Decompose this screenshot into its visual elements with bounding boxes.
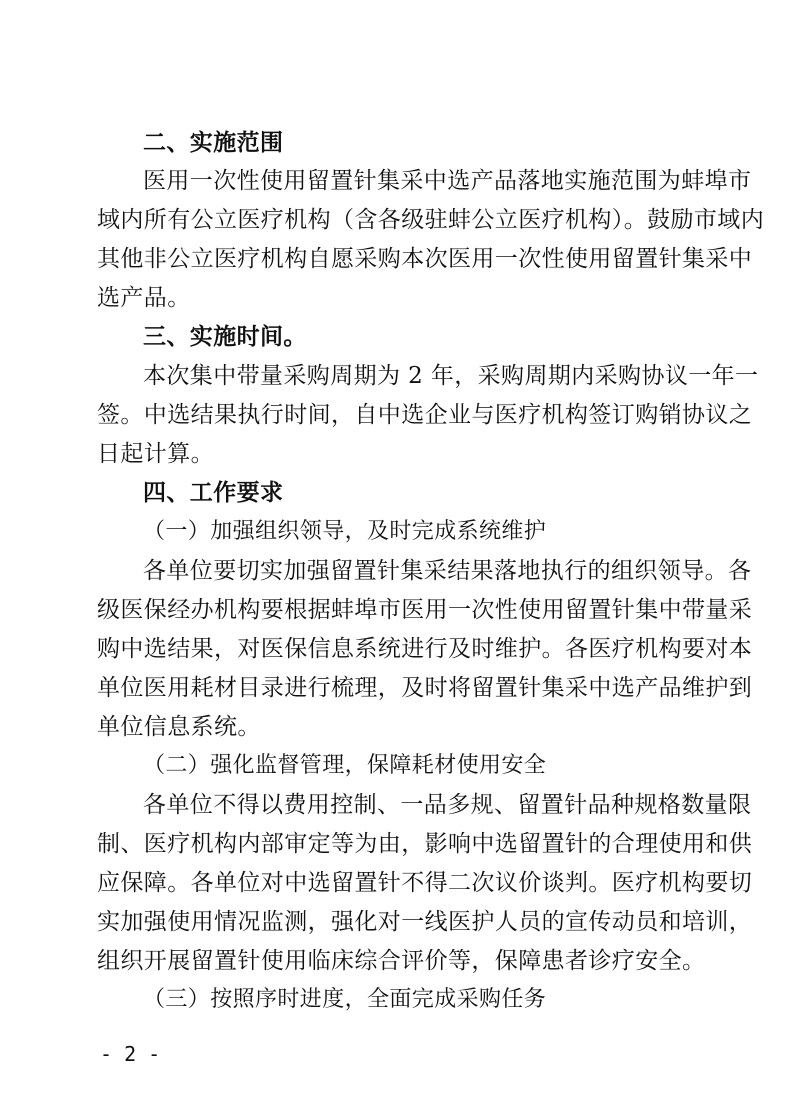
paragraph-line: 域内所有公立医疗机构（含各级驻蚌公立医疗机构）。鼓励市域内 bbox=[97, 207, 765, 233]
paragraph-line: 各单位要切实加强留置针集采结果落地执行的组织领导。各 bbox=[143, 558, 752, 584]
paragraph-line: 单位医用耗材目录进行梳理，及时将留置针集采中选产品维护到 bbox=[97, 675, 753, 701]
paragraph-line: 购中选结果，对医保信息系统进行及时维护。各医疗机构要对本 bbox=[97, 636, 753, 662]
paragraph-line: 制、医疗机构内部审定等为由，影响中选留置针的合理使用和供 bbox=[97, 831, 753, 857]
subsection-heading-supervision: （二）强化监督管理，保障耗材使用安全 bbox=[143, 753, 547, 778]
paragraph-line: 签。中选结果执行时间，自中选企业与医疗机构签订购销协议之 bbox=[97, 402, 753, 428]
section-heading-requirements: 四、工作要求 bbox=[143, 480, 284, 506]
paragraph-line: 单位信息系统。 bbox=[97, 714, 261, 740]
paragraph-line: 各单位不得以费用控制、一品多规、留置针品种规格数量限 bbox=[143, 792, 752, 818]
section-heading-scope: 二、实施范围 bbox=[143, 130, 284, 156]
paragraph-line: 级医保经办机构要根据蚌埠市医用一次性使用留置针集中带量采 bbox=[97, 597, 753, 623]
paragraph-line: 医用一次性使用留置针集采中选产品落地实施范围为蚌埠市 bbox=[143, 168, 752, 194]
paragraph-line: 本次集中带量采购周期为 2 年，采购周期内采购协议一年一 bbox=[143, 363, 759, 389]
paragraph-line: 组织开展留置针使用临床综合评价等，保障患者诊疗安全。 bbox=[97, 948, 706, 974]
section-heading-time: 三、实施时间。 bbox=[143, 324, 307, 350]
paragraph-line: 实加强使用情况监测，强化对一线医护人员的宣传动员和培训， bbox=[97, 909, 753, 935]
paragraph-line: 日起计算。 bbox=[97, 441, 214, 467]
paragraph-line: 选产品。 bbox=[97, 285, 191, 311]
paragraph-line: 应保障。各单位对中选留置针不得二次议价谈判。医疗机构要切 bbox=[97, 870, 753, 896]
subsection-heading-leadership: （一）加强组织领导，及时完成系统维护 bbox=[143, 519, 547, 544]
paragraph-line: 其他非公立医疗机构自愿采购本次医用一次性使用留置针集采中 bbox=[97, 246, 753, 272]
subsection-heading-progress: （三）按照序时进度，全面完成采购任务 bbox=[143, 987, 547, 1012]
page-number: - 2 - bbox=[100, 1042, 161, 1066]
